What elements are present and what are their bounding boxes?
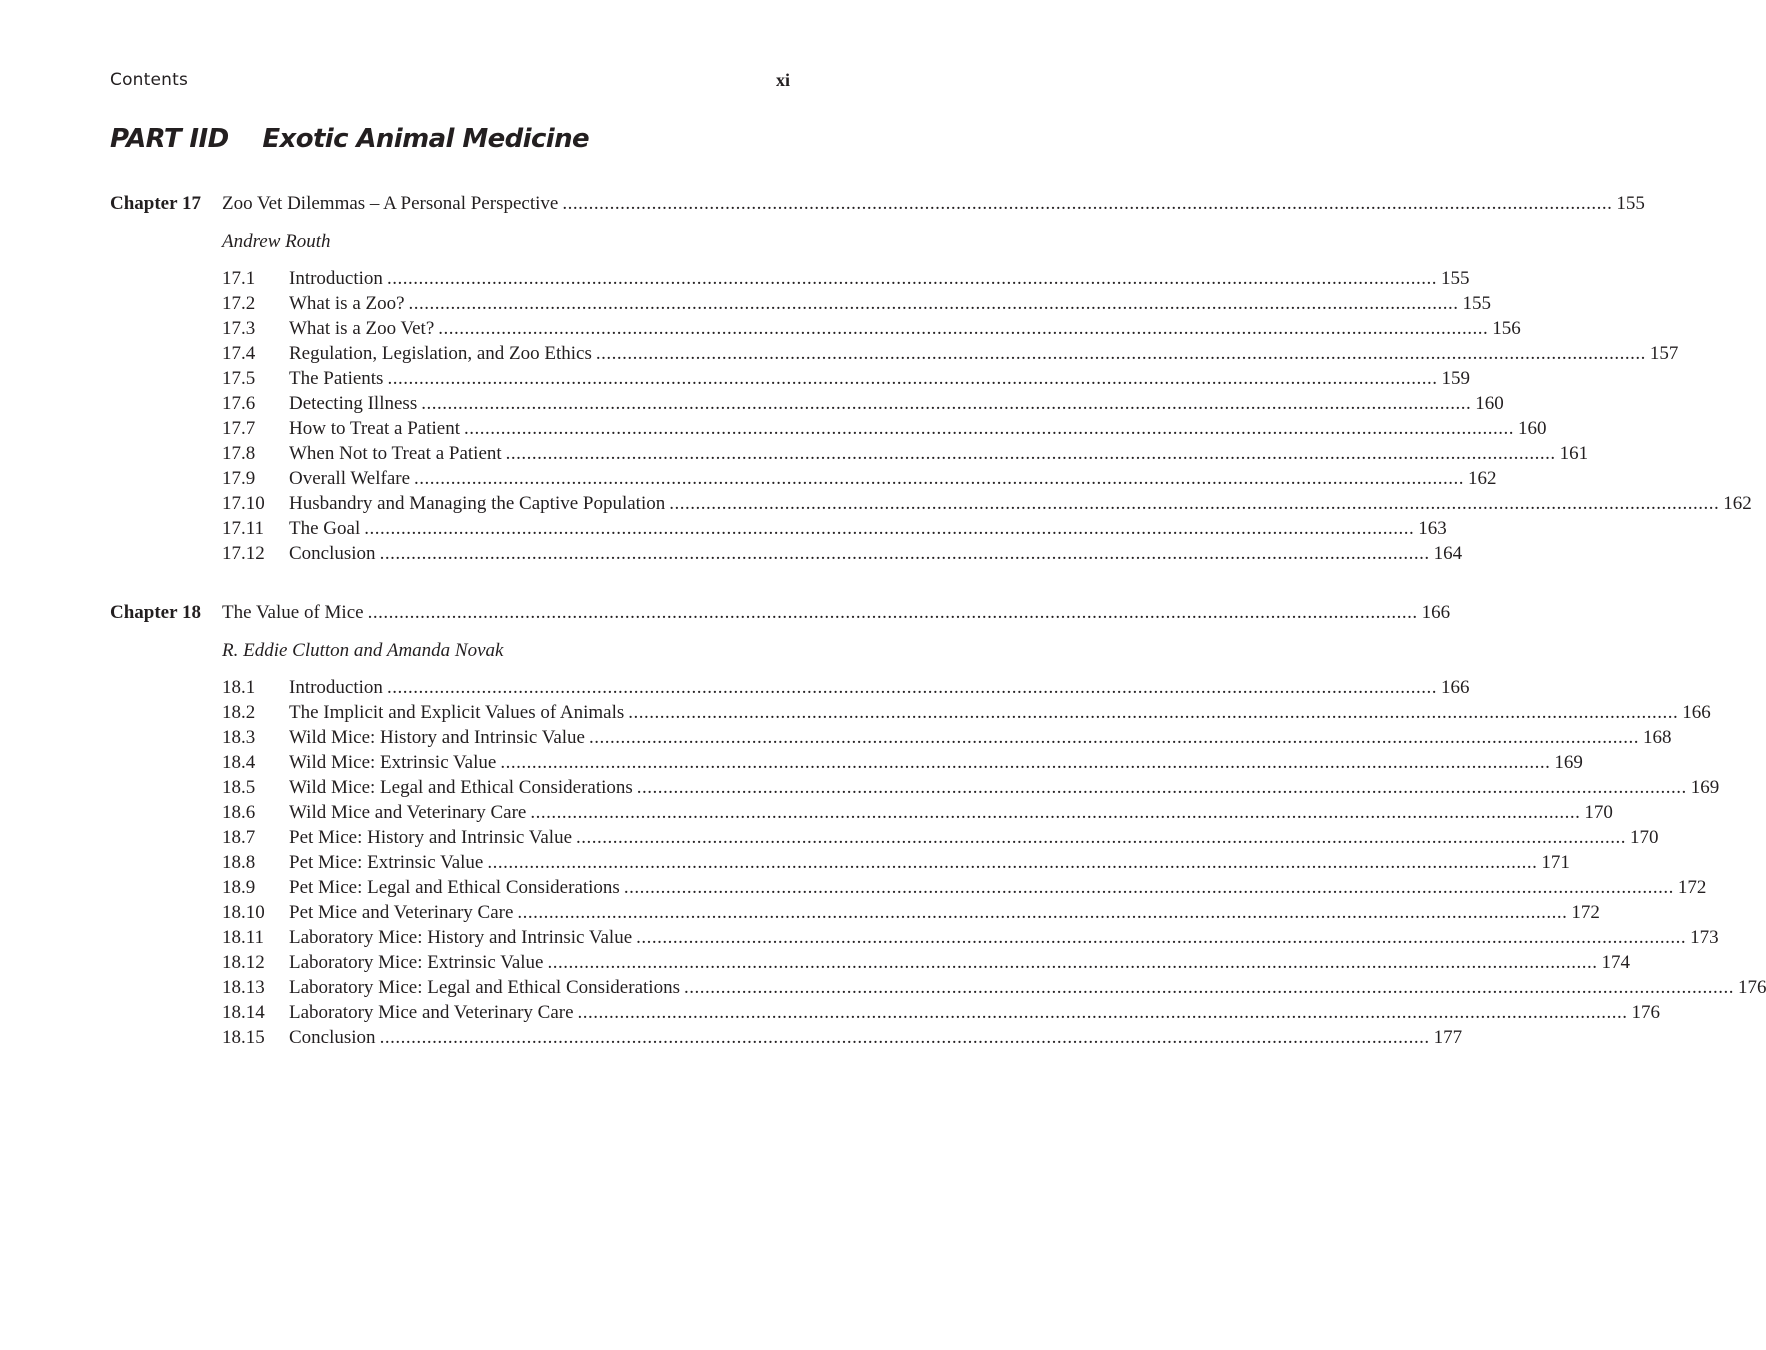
dot-leader: ........................................................................................................................................................................................................ bbox=[438, 318, 1489, 339]
toc-entry-page: 155 bbox=[1440, 268, 1470, 289]
chapter-18-entry bbox=[110, 600, 1766, 1050]
dot-leader: ........................................................................................................................................................................................................ bbox=[683, 977, 1734, 998]
section-number: 17.12 bbox=[222, 543, 265, 564]
section-entry[interactable] bbox=[110, 291, 1492, 316]
toc-entry-page: 156 bbox=[1492, 318, 1521, 339]
toc-entry-title: Overall Welfare bbox=[289, 468, 411, 489]
section-list bbox=[110, 266, 1752, 566]
toc-leader-line[interactable] bbox=[289, 900, 1600, 925]
toc-leader-line[interactable] bbox=[289, 850, 1570, 875]
toc-leader-line[interactable] bbox=[289, 391, 1504, 416]
chapter-heading-row[interactable] bbox=[110, 600, 1451, 625]
toc-entry-page: 169 bbox=[1690, 777, 1720, 798]
section-entry[interactable] bbox=[110, 700, 1711, 725]
toc-entry-page: 168 bbox=[1642, 727, 1672, 748]
toc-entry-page: 159 bbox=[1441, 368, 1470, 389]
toc-leader-line[interactable] bbox=[289, 775, 1720, 800]
section-number: 18.1 bbox=[222, 677, 256, 698]
toc-entry-page: 160 bbox=[1518, 418, 1547, 439]
section-list bbox=[110, 675, 1766, 1050]
dot-leader: ........................................................................................................................................................................................................ bbox=[517, 902, 1568, 923]
toc-entry-title: When Not to Treat a Patient bbox=[289, 443, 502, 464]
section-number: 18.15 bbox=[222, 1027, 265, 1048]
toc-entry-title: Wild Mice: Legal and Ethical Considerations bbox=[289, 777, 633, 798]
toc-entry-title: Zoo Vet Dilemmas – A Personal Perspective bbox=[222, 193, 559, 214]
dot-leader: ........................................................................................................................................................................................................ bbox=[636, 927, 1687, 948]
toc-leader-line[interactable] bbox=[289, 441, 1589, 466]
section-number: 18.4 bbox=[222, 752, 256, 773]
toc-leader-line[interactable] bbox=[222, 600, 1451, 625]
section-number: 17.6 bbox=[222, 393, 256, 414]
section-number: 18.5 bbox=[222, 777, 256, 798]
toc-entry-page: 170 bbox=[1584, 802, 1613, 823]
chapter-author: R. Eddie Clutton and Amanda Novak bbox=[222, 640, 504, 661]
toc-entry-page: 161 bbox=[1559, 443, 1589, 464]
toc-entry-title: Introduction bbox=[289, 268, 383, 289]
toc-entry-title: The Implicit and Explicit Values of Animals bbox=[289, 702, 625, 723]
section-number: 18.6 bbox=[222, 802, 256, 823]
page-number: xi bbox=[775, 70, 790, 90]
running-head-title: Contents bbox=[110, 70, 189, 90]
toc-leader-line[interactable] bbox=[289, 541, 1463, 566]
toc-entry-title: What is a Zoo Vet? bbox=[289, 318, 435, 339]
section-entry[interactable] bbox=[110, 775, 1720, 800]
toc-entry-title: The Patients bbox=[289, 368, 384, 389]
toc-leader-line[interactable] bbox=[289, 750, 1583, 775]
section-entry[interactable] bbox=[110, 441, 1589, 466]
toc-entry-title: Wild Mice and Veterinary Care bbox=[289, 802, 527, 823]
toc-entry-page: 173 bbox=[1690, 927, 1719, 948]
part-number: PART IID bbox=[110, 124, 229, 154]
dot-leader: ........................................................................................................................................................................................................ bbox=[623, 877, 1674, 898]
section-number: 17.1 bbox=[222, 268, 256, 289]
toc-entry-page: 166 bbox=[1682, 702, 1711, 723]
toc-entry-title: Laboratory Mice and Veterinary Care bbox=[289, 1002, 574, 1023]
section-number: 17.3 bbox=[222, 318, 256, 339]
section-number: 18.3 bbox=[222, 727, 256, 748]
toc-leader-line[interactable] bbox=[289, 266, 1470, 291]
dot-leader: ........................................................................................................................................................................................................ bbox=[669, 493, 1720, 514]
section-entry[interactable] bbox=[110, 925, 1719, 950]
toc-entry-page: 163 bbox=[1418, 518, 1447, 539]
section-number: 17.5 bbox=[222, 368, 256, 389]
toc-leader-line[interactable] bbox=[289, 491, 1752, 516]
toc-entry-page: 162 bbox=[1723, 493, 1752, 514]
toc-entry-title: Introduction bbox=[289, 677, 383, 698]
toc-entry-title: Pet Mice: Extrinsic Value bbox=[289, 852, 484, 873]
dot-leader: ........................................................................................................................................................................................................ bbox=[577, 1002, 1628, 1023]
section-entry[interactable] bbox=[110, 266, 1470, 291]
section-entry[interactable] bbox=[110, 466, 1497, 491]
section-number: 18.12 bbox=[222, 952, 265, 973]
toc-entry-page: 170 bbox=[1630, 827, 1659, 848]
toc-entry-page: 155 bbox=[1462, 293, 1492, 314]
toc-entry-page: 169 bbox=[1554, 752, 1583, 773]
section-number: 18.8 bbox=[222, 852, 256, 873]
section-entry[interactable] bbox=[110, 516, 1447, 541]
dot-leader: ........................................................................................................................................................................................................ bbox=[505, 443, 1556, 464]
dot-leader: ........................................................................................................................................................................................................ bbox=[595, 343, 1646, 364]
toc-entry-title: Conclusion bbox=[289, 1027, 376, 1048]
toc-entry-title: Laboratory Mice: Extrinsic Value bbox=[289, 952, 544, 973]
chapter-17-entry bbox=[110, 191, 1752, 566]
dot-leader: ........................................................................................................................................................................................................ bbox=[628, 702, 1679, 723]
dot-leader: ........................................................................................................................................................................................................ bbox=[364, 518, 1415, 539]
dot-leader: ........................................................................................................................................................................................................ bbox=[386, 268, 1437, 289]
section-number: 17.9 bbox=[222, 468, 256, 489]
toc-leader-line[interactable] bbox=[289, 366, 1470, 391]
dot-leader: ........................................................................................................................................................................................................ bbox=[379, 1027, 1430, 1048]
section-entry[interactable] bbox=[110, 366, 1470, 391]
toc-entry-page: 177 bbox=[1433, 1027, 1463, 1048]
section-entry[interactable] bbox=[110, 825, 1659, 850]
toc-leader-line[interactable] bbox=[289, 1025, 1463, 1050]
section-number: 18.13 bbox=[222, 977, 265, 998]
chapter-label: Chapter 18 bbox=[110, 602, 201, 623]
toc-entry-title: Regulation, Legislation, and Zoo Ethics bbox=[289, 343, 592, 364]
toc-leader-line[interactable] bbox=[289, 466, 1497, 491]
dot-leader: ........................................................................................................................................................................................................ bbox=[576, 827, 1627, 848]
toc-leader-line[interactable] bbox=[289, 291, 1492, 316]
dot-leader: ........................................................................................................................................................................................................ bbox=[408, 293, 1459, 314]
section-number: 17.11 bbox=[222, 518, 265, 539]
toc-leader-line[interactable] bbox=[289, 725, 1672, 750]
section-entry[interactable] bbox=[110, 491, 1752, 516]
toc-leader-line[interactable] bbox=[289, 416, 1547, 441]
section-entry[interactable] bbox=[110, 1000, 1661, 1025]
toc-entry-page: 160 bbox=[1475, 393, 1504, 414]
toc-entry-page: 164 bbox=[1433, 543, 1463, 564]
section-number: 17.2 bbox=[222, 293, 256, 314]
section-number: 18.14 bbox=[222, 1002, 265, 1023]
toc-leader-line[interactable] bbox=[289, 316, 1521, 341]
dot-leader: ........................................................................................................................................................................................................ bbox=[636, 777, 1687, 798]
chapter-author: Andrew Routh bbox=[222, 231, 331, 252]
section-number: 17.8 bbox=[222, 443, 256, 464]
toc-leader-line[interactable] bbox=[289, 800, 1613, 825]
section-entry[interactable] bbox=[110, 541, 1463, 566]
section-number: 18.2 bbox=[222, 702, 256, 723]
toc-entry-title: Laboratory Mice: Legal and Ethical Considerations bbox=[289, 977, 680, 998]
section-entry[interactable] bbox=[110, 391, 1504, 416]
dot-leader: ........................................................................................................................................................................................................ bbox=[387, 368, 1438, 389]
section-number: 17.4 bbox=[222, 343, 256, 364]
dot-leader: ........................................................................................................................................................................................................ bbox=[530, 802, 1581, 823]
toc-leader-line[interactable] bbox=[289, 675, 1470, 700]
section-entry[interactable] bbox=[110, 850, 1570, 875]
section-entry[interactable] bbox=[110, 975, 1766, 1000]
toc-entry-page: 171 bbox=[1541, 852, 1570, 873]
part-heading bbox=[110, 124, 589, 154]
toc-entry-title: The Value of Mice bbox=[222, 602, 364, 623]
toc-leader-line[interactable] bbox=[289, 975, 1766, 1000]
toc-entry-page: 162 bbox=[1468, 468, 1497, 489]
section-entry[interactable] bbox=[110, 1025, 1463, 1050]
toc-entry-page: 166 bbox=[1440, 677, 1470, 698]
dot-leader: ........................................................................................................................................................................................................ bbox=[464, 418, 1514, 439]
running-head bbox=[110, 70, 790, 94]
section-number: 18.11 bbox=[222, 927, 265, 948]
toc-leader-line[interactable] bbox=[289, 875, 1707, 900]
toc-leader-line[interactable] bbox=[289, 1000, 1661, 1025]
section-entry[interactable] bbox=[110, 900, 1600, 925]
section-entry[interactable] bbox=[110, 725, 1672, 750]
section-number: 18.10 bbox=[222, 902, 265, 923]
toc-leader-line[interactable] bbox=[289, 925, 1719, 950]
dot-leader: ........................................................................................................................................................................................................ bbox=[379, 543, 1430, 564]
toc-entry-title: Conclusion bbox=[289, 543, 376, 564]
dot-leader: ........................................................................................................................................................................................................ bbox=[386, 677, 1437, 698]
section-entry[interactable] bbox=[110, 750, 1583, 775]
part-title: Exotic Animal Medicine bbox=[262, 124, 590, 154]
toc-entry-page: 172 bbox=[1677, 877, 1707, 898]
toc-leader-line[interactable] bbox=[289, 825, 1659, 850]
toc-leader-line[interactable] bbox=[222, 191, 1645, 216]
section-number: 18.9 bbox=[222, 877, 256, 898]
toc-entry-page: 155 bbox=[1616, 193, 1645, 214]
section-entry[interactable] bbox=[110, 341, 1679, 366]
section-entry[interactable] bbox=[110, 675, 1470, 700]
section-number: 17.10 bbox=[222, 493, 265, 514]
section-entry[interactable] bbox=[110, 316, 1521, 341]
dot-leader: ........................................................................................................................................................................................................ bbox=[500, 752, 1551, 773]
toc-entry-title: Laboratory Mice: History and Intrinsic Value bbox=[289, 927, 633, 948]
toc-entry-title: Detecting Illness bbox=[289, 393, 418, 414]
dot-leader: ........................................................................................................................................................................................................ bbox=[547, 952, 1598, 973]
toc-leader-line[interactable] bbox=[289, 341, 1679, 366]
toc-entry-title: Wild Mice: History and Intrinsic Value bbox=[289, 727, 585, 748]
dot-leader: ........................................................................................................................................................................................................ bbox=[588, 727, 1639, 748]
dot-leader: ........................................................................................................................................................................................................ bbox=[367, 602, 1418, 623]
toc-leader-line[interactable] bbox=[289, 950, 1630, 975]
section-number: 17.7 bbox=[222, 418, 256, 439]
chapter-label: Chapter 17 bbox=[110, 193, 201, 214]
toc-entry-title: Pet Mice: Legal and Ethical Considerations bbox=[289, 877, 620, 898]
toc-entry-page: 174 bbox=[1601, 952, 1630, 973]
toc-entry-title: What is a Zoo? bbox=[289, 293, 405, 314]
chapter-heading-row[interactable] bbox=[110, 191, 1645, 216]
section-number: 18.7 bbox=[222, 827, 256, 848]
toc-entry-title: Pet Mice and Veterinary Care bbox=[289, 902, 514, 923]
toc-entry-page: 157 bbox=[1649, 343, 1679, 364]
toc-entry-title: Wild Mice: Extrinsic Value bbox=[289, 752, 497, 773]
dot-leader: ........................................................................................................................................................................................................ bbox=[414, 468, 1465, 489]
toc-entry-page: 172 bbox=[1571, 902, 1600, 923]
dot-leader: ........................................................................................................................................................................................................ bbox=[562, 193, 1613, 214]
section-entry[interactable] bbox=[110, 800, 1613, 825]
toc-entry-page: 176 bbox=[1737, 977, 1766, 998]
dot-leader: ........................................................................................................................................................................................................ bbox=[487, 852, 1538, 873]
section-entry[interactable] bbox=[110, 875, 1707, 900]
section-entry[interactable] bbox=[110, 416, 1547, 441]
toc-entry-title: Pet Mice: History and Intrinsic Value bbox=[289, 827, 573, 848]
toc-leader-line[interactable] bbox=[289, 516, 1447, 541]
toc-entry-page: 176 bbox=[1631, 1002, 1661, 1023]
toc-leader-line[interactable] bbox=[289, 700, 1711, 725]
toc-entry-title: Husbandry and Managing the Captive Population bbox=[289, 493, 666, 514]
dot-leader: ........................................................................................................................................................................................................ bbox=[421, 393, 1472, 414]
toc-entry-title: How to Treat a Patient bbox=[289, 418, 460, 439]
toc-entry-title: The Goal bbox=[289, 518, 361, 539]
section-entry[interactable] bbox=[110, 950, 1630, 975]
toc-entry-page: 166 bbox=[1421, 602, 1451, 623]
